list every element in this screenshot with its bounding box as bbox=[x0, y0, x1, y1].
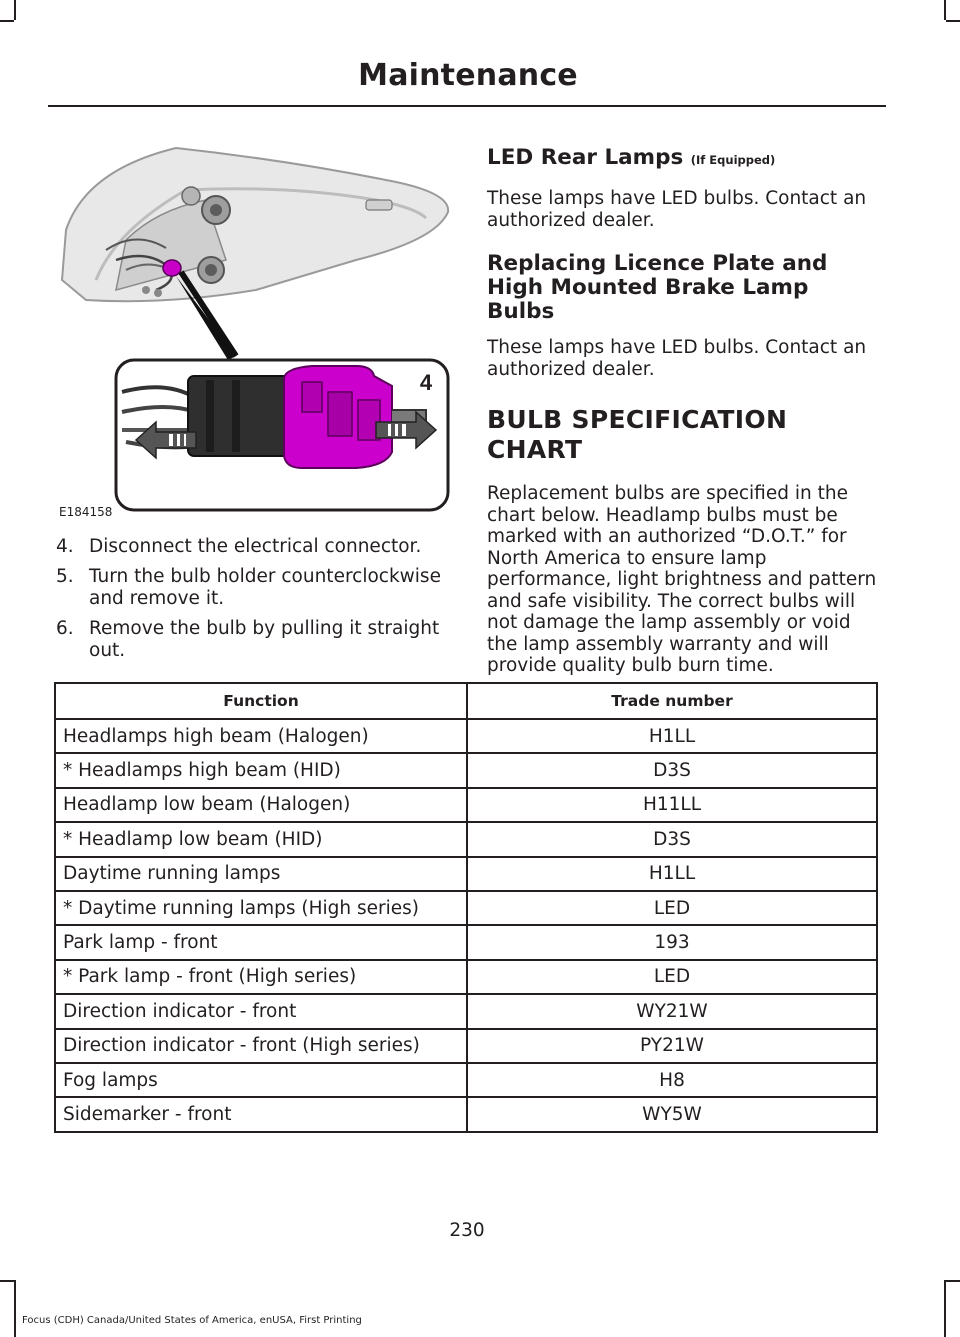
crop-mark bbox=[946, 1280, 960, 1282]
licence-plate-text: These lamps have LED bulbs. Contact an authorized dealer. bbox=[487, 337, 867, 380]
table-row bbox=[55, 753, 877, 787]
table-row bbox=[55, 925, 877, 959]
table-row bbox=[55, 960, 877, 994]
trade-number-cell: WY21W bbox=[467, 994, 877, 1028]
function-cell: Sidemarker - front bbox=[55, 1097, 467, 1131]
page-number: 230 bbox=[449, 1220, 485, 1241]
page-title: Maintenance bbox=[358, 58, 578, 93]
crop-mark bbox=[0, 20, 14, 22]
function-cell: * Headlamp low beam (HID) bbox=[55, 822, 467, 856]
trade-number-cell: D3S bbox=[467, 822, 877, 856]
crop-mark bbox=[14, 1280, 16, 1337]
bulb-spec-table bbox=[54, 682, 878, 1133]
table-row bbox=[55, 1029, 877, 1063]
trade-number-cell: D3S bbox=[467, 753, 877, 787]
table-header-row bbox=[55, 683, 877, 719]
column-header-trade-number: Trade number bbox=[467, 683, 877, 719]
crop-mark bbox=[944, 0, 946, 20]
heading-text: LED Rear Lamps bbox=[487, 145, 684, 170]
function-cell: Direction indicator - front bbox=[55, 994, 467, 1028]
instruction-steps bbox=[56, 536, 448, 670]
step-number: 6. bbox=[56, 618, 74, 639]
function-cell: Daytime running lamps bbox=[55, 857, 467, 891]
list-item bbox=[56, 618, 448, 662]
table-row bbox=[55, 1063, 877, 1097]
table-row bbox=[55, 891, 877, 925]
licence-plate-heading: Replacing Licence Plate and High Mounted Brake Lamp Bulbs bbox=[487, 251, 828, 324]
trade-number-cell: H1LL bbox=[467, 857, 877, 891]
list-item bbox=[56, 566, 448, 610]
tail-lamp-illustration bbox=[56, 130, 456, 520]
trade-number-cell: H1LL bbox=[467, 719, 877, 753]
equipment-qualifier: (If Equipped) bbox=[690, 153, 776, 167]
led-rear-lamps-heading bbox=[487, 146, 879, 172]
table-row bbox=[55, 994, 877, 1028]
function-cell: * Park lamp - front (High series) bbox=[55, 960, 467, 994]
table-row bbox=[55, 1097, 877, 1131]
function-cell: * Headlamps high beam (HID) bbox=[55, 753, 467, 787]
table-row bbox=[55, 857, 877, 891]
trade-number-cell: H8 bbox=[467, 1063, 877, 1097]
figure-id: E184158 bbox=[59, 505, 113, 519]
trade-number-cell: LED bbox=[467, 891, 877, 925]
function-cell: * Daytime running lamps (High series) bbox=[55, 891, 467, 925]
function-cell: Headlamps high beam (Halogen) bbox=[55, 719, 467, 753]
trade-number-cell: LED bbox=[467, 960, 877, 994]
function-cell: Park lamp - front bbox=[55, 925, 467, 959]
table-row bbox=[55, 822, 877, 856]
figure-callout: 4 bbox=[419, 370, 433, 395]
crop-mark bbox=[944, 1280, 946, 1337]
list-item bbox=[56, 536, 448, 558]
right-column bbox=[487, 146, 879, 677]
led-rear-lamps-text: These lamps have LED bulbs. Contact an authorized dealer. bbox=[487, 188, 867, 231]
bulb-chart-intro: Replacement bulbs are specified in the chart below. Headlamp bulbs must be marked with an authorized “D.O.T.” for North America to ensure lamp performance, light brightness and pattern and safe visibility. The correct bulbs will not damage the lamp assembly or void the lamp assembly warranty and will provide quality bulb burn time. bbox=[487, 483, 877, 676]
step-number: 4. bbox=[56, 536, 74, 557]
table-row bbox=[55, 788, 877, 822]
step-number: 5. bbox=[56, 566, 74, 587]
function-cell: Direction indicator - front (High series) bbox=[55, 1029, 467, 1063]
function-cell: Fog lamps bbox=[55, 1063, 467, 1097]
bulb-chart-heading: BULB SPECIFICATION CHART bbox=[487, 405, 788, 464]
trade-number-cell: 193 bbox=[467, 925, 877, 959]
crop-mark bbox=[14, 0, 16, 20]
step-text: Disconnect the electrical connector. bbox=[89, 536, 422, 557]
trade-number-cell: WY5W bbox=[467, 1097, 877, 1131]
table-row bbox=[55, 719, 877, 753]
crop-mark bbox=[0, 1280, 14, 1282]
step-text: Turn the bulb holder counterclockwise and remove it. bbox=[89, 566, 441, 609]
function-cell: Headlamp low beam (Halogen) bbox=[55, 788, 467, 822]
trade-number-cell: PY21W bbox=[467, 1029, 877, 1063]
crop-mark bbox=[946, 20, 960, 22]
trade-number-cell: H11LL bbox=[467, 788, 877, 822]
footer-text: Focus (CDH) Canada/United States of America, enUSA, First Printing bbox=[22, 1315, 362, 1326]
step-text: Remove the bulb by pulling it straight out. bbox=[89, 618, 440, 661]
header-divider bbox=[48, 105, 886, 107]
column-header-function: Function bbox=[55, 683, 467, 719]
